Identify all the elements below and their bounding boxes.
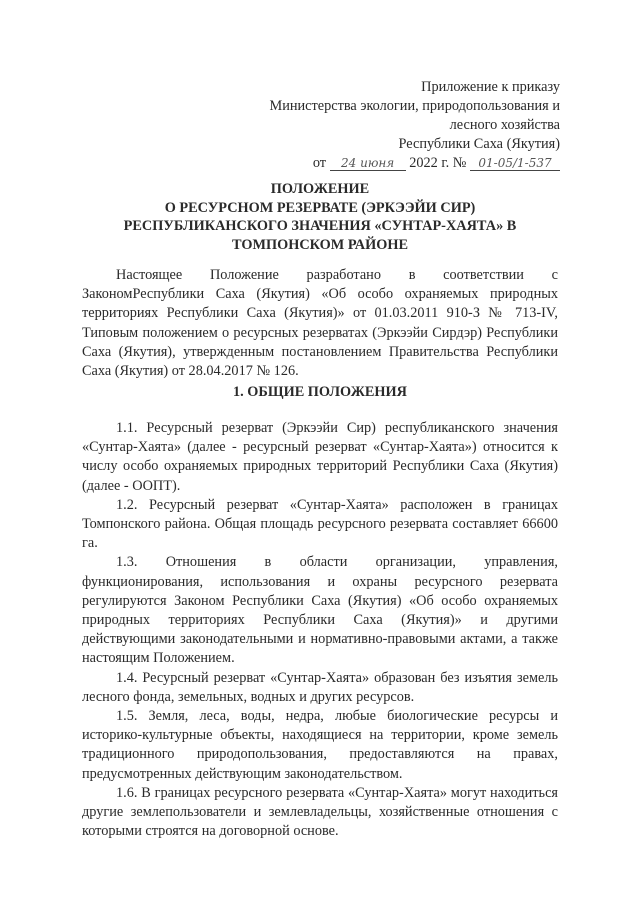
title-line-3: РЕСПУБЛИКАНСКОГО ЗНАЧЕНИЯ «СУНТАР-ХАЯТА» В — [123, 218, 517, 234]
clause-1-4: 1.4. Ресурсный резерват «Сунтар-Хаята» образован без изъятия земель лесного фонда, земельных, водных и других ресурсов. — [82, 669, 558, 705]
date-prefix: от — [312, 155, 327, 171]
clause-1-6: 1.6. В границах ресурсного резервата «Сунтар-Хаята» могут находиться другие землепользователи и землевладельцы, хозяйственные отношения с которыми строятся на договорной основе. — [82, 784, 558, 840]
section-1-clauses — [82, 419, 558, 841]
clause-1-5: 1.5. Земля, леса, воды, недра, любые биологические ресурсы и историко-культурные объекты, находящиеся на территории, кроме земель традиционного природопользования, предоставляются на правах, предусмотренных действующим законодательством. — [82, 708, 558, 782]
section-1-title: 1. ОБЩИЕ ПОЛОЖЕНИЯ — [233, 384, 407, 400]
clause-1-3: 1.3. Отношения в области организации, управления, функционирования, использования и охраны ресурсного резервата регулируются Законом Республики Саха (Якутия) «Об особо охраняемых природных территориях Республики Саха (Якутия)» и другими действующими законодательными и нормативно-правовыми актами, а также настоящим Положением. — [82, 554, 558, 667]
title-line-1: ПОЛОЖЕНИЕ — [270, 181, 370, 197]
handwritten-order-number: 01-05/1-537 — [470, 156, 560, 171]
clause-1-2: 1.2. Ресурсный резерват «Сунтар-Хаята» расположен в границах Томпонского района. Общая площадь ресурсного резервата составляет 66600 га. — [82, 496, 558, 552]
intro-paragraph: Настоящее Положение разработано в соответствии с ЗакономРеспублики Саха (Якутия) «Об особо охраняемых природных территориях Республики Саха (Якутия)» от 01.03.2011 910-З № 713-IV, Типовым положением о ресурсных резерватах (Эркээйи Сирдэр) Республики Саха (Якутия), утвержденным постановлением Правительства Республики Саха (Якутия) от 28.04.2017 № 126. — [82, 267, 558, 380]
approval-line-4: Республики Саха (Якутия) — [398, 136, 560, 152]
approval-date-line — [200, 154, 560, 173]
title-line-2: О РЕСУРСНОМ РЕЗЕРВАТЕ (ЭРКЭЭЙИ СИР) — [164, 199, 476, 216]
approval-block — [200, 78, 560, 173]
approval-line-3: лесного хозяйства — [449, 117, 560, 133]
handwritten-date: 24 июня — [330, 156, 406, 171]
intro-paragraph-block — [82, 266, 558, 381]
year-text: 2022 г. № — [409, 155, 467, 171]
approval-line-1: Приложение к приказу — [421, 79, 560, 95]
approval-line-2: Министерства экологии, природопользования и — [269, 98, 560, 114]
title-line-4: ТОМПОНСКОМ РАЙОНЕ — [232, 236, 408, 253]
clause-1-1: 1.1. Ресурсный резерват (Эркээйи Сир) республиканского значения «Сунтар-Хаята» (далее - ресурсный резерват «Сунтар-Хаята») относится к числу особо охраняемых природных территорий Республики Саха (Якутия) (далее - ООПТ). — [82, 420, 558, 494]
document-title — [80, 180, 560, 254]
